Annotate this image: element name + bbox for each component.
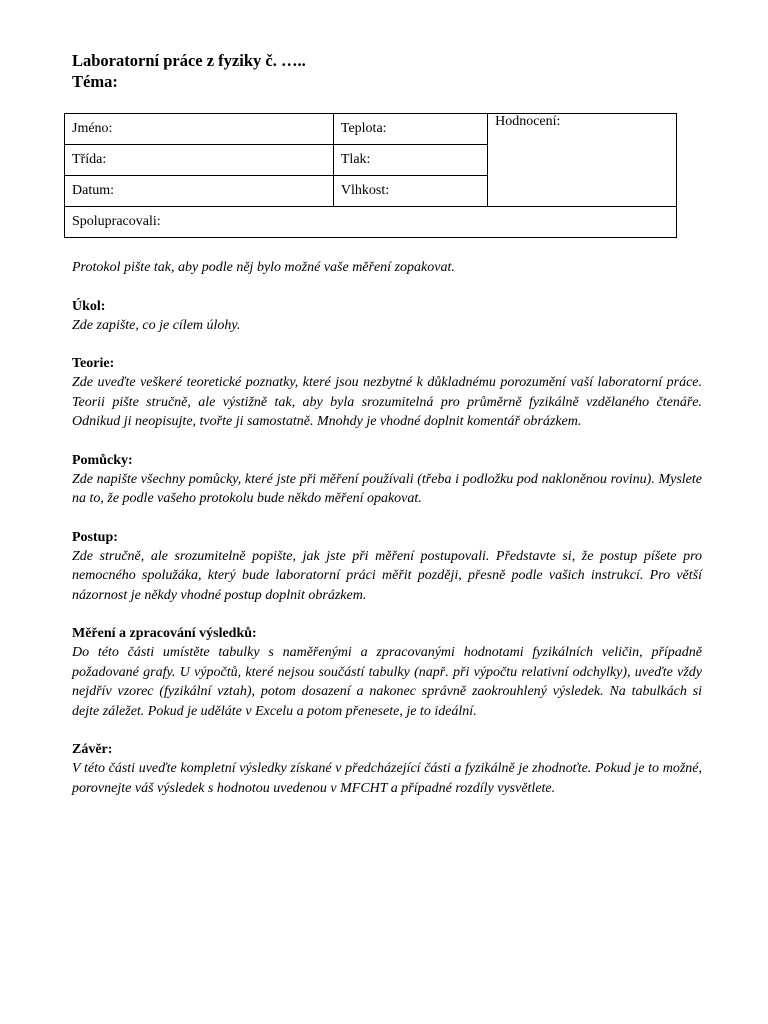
name-cell[interactable]: Jméno:: [65, 114, 334, 145]
section-heading: Měření a zpracování výsledků:: [72, 626, 257, 641]
class-cell[interactable]: Třída:: [65, 145, 334, 176]
grade-cell[interactable]: Hodnocení:: [488, 114, 677, 207]
section-measurement: [72, 624, 702, 721]
document-title: Laboratorní práce z fyziky č. …..: [72, 51, 306, 70]
document-page: [72, 50, 702, 798]
section-text: Zde napište všechny pomůcky, které jste při měření používali (třeba i podložku pod nakloněnou rovinu). Myslete na to, že podle vašeho protokolu bude někdo měření opakovat.: [72, 471, 702, 506]
section-text: Zde zapište, co je cílem úlohy.: [72, 317, 241, 333]
section-procedure: [72, 528, 702, 606]
temperature-cell[interactable]: Teplota:: [333, 114, 487, 145]
intro-text: Protokol pište tak, aby podle něj bylo možné vaše měření zopakovat.: [72, 260, 455, 275]
collaborators-cell[interactable]: Spolupracovali:: [65, 207, 677, 238]
section-tools: [72, 451, 702, 509]
section-task: [72, 297, 702, 336]
pressure-cell[interactable]: Tlak:: [333, 145, 487, 176]
topic-label: Téma:: [72, 72, 118, 91]
section-heading: Závěr:: [72, 742, 113, 757]
section-text: Do této části umístěte tabulky s naměřenými a zpracovanými hodnotami fyzikálních veličin, případně požadované grafy. U výpočtů, které nejsou součástí tabulky (např. při výpočtu relativní odchylky), uveďte vždy nejdřív vzorec (fyzikální vztah), potom dosazení a nakonec správně zaokrouhlený výsledek. Na tabulkách si dejte záležet. Pokud je uděláte v Excelu a potom přenesete, je to ideální.: [72, 645, 702, 719]
info-table: [64, 113, 677, 238]
section-heading: Teorie:: [72, 356, 115, 371]
section-theory: [72, 354, 702, 432]
section-heading: Úkol:: [72, 298, 106, 314]
humidity-cell[interactable]: Vlhkost:: [333, 176, 487, 207]
section-heading: Pomůcky:: [72, 452, 133, 468]
section-conclusion: [72, 740, 702, 798]
date-cell[interactable]: Datum:: [65, 176, 334, 207]
section-text: Zde uveďte veškeré teoretické poznatky, které jsou nezbytné k důkladnému porozumění vaší laboratorní práce. Teorii pište stručně, ale výstižně tak, aby byla srozumitelná pro průměrně fyzikálně vzdělaného čtenáře. Odnikud ji neopisujte, tvořte ji samostatně. Mnohdy je vhodné doplnit komentář obrázkem.: [72, 375, 702, 429]
section-heading: Postup:: [72, 529, 118, 545]
section-text: Zde stručně, ale srozumitelně popište, jak jste při měření postupovali. Představte si, že postup píšete pro nemocného spolužáka, který bude laboratorní práci měřit později, přesně podle vašich instrukcí. Pro větší názornost je někdy vhodné postup doplnit obrázkem.: [72, 548, 702, 603]
section-text: V této části uveďte kompletní výsledky získané v předcházející části a fyzikálně je zhodnoťte. Pokud je to možné, porovnejte váš výsledek s hodnotou uvedenou v MFCHT a případné rozdíly vysvětlete.: [72, 761, 702, 796]
